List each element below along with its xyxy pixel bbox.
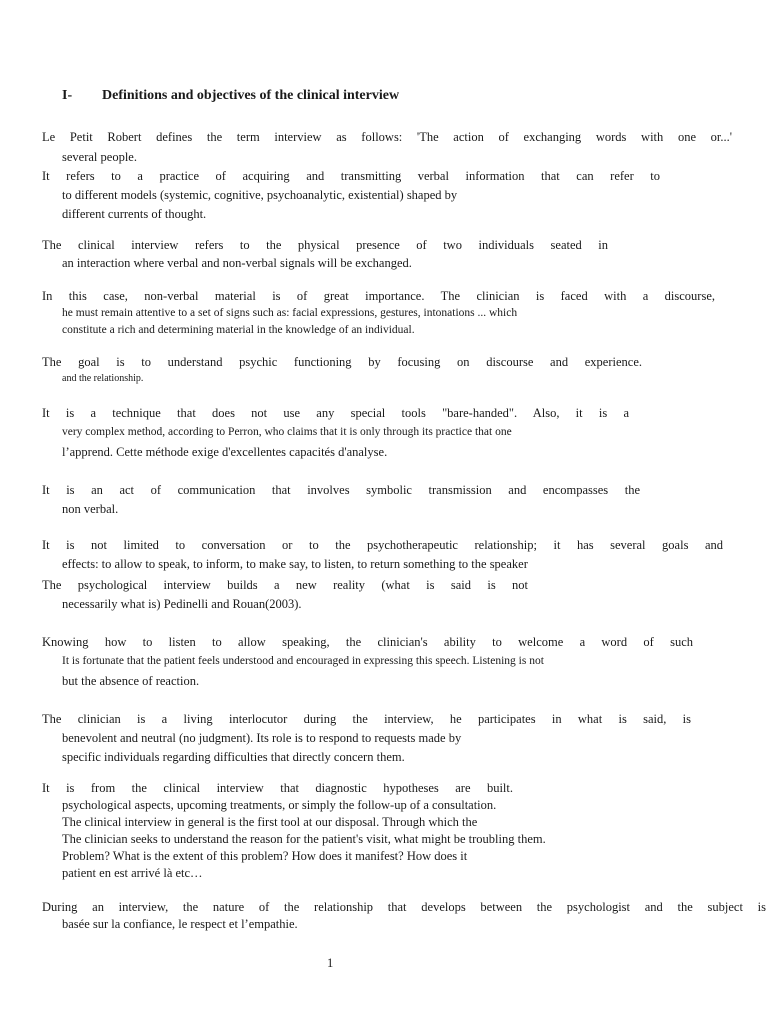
text-line: different currents of thought. — [62, 207, 207, 221]
text-line: but the absence of reaction. — [62, 674, 200, 688]
section-number: I- — [62, 88, 73, 103]
text-line: Problem? What is the extent of this problem? How does it manifest? How does it — [62, 849, 468, 863]
text-line: It is an act of communication that involves symbolic transmission and encompasses the — [42, 483, 640, 497]
text-line: and the relationship. — [62, 373, 144, 384]
text-line: several people. — [62, 150, 137, 164]
text-line: patient en est arrivé là etc… — [62, 866, 203, 880]
text-line: an interaction where verbal and non-verbal signals will be exchanged. — [62, 256, 412, 270]
section-title: Definitions and objectives of the clinical interview — [102, 88, 400, 103]
text-line: l’apprend. Cette méthode exige d'excellentes capacités d'analyse. — [62, 445, 388, 459]
text-line: It is a technique that does not use any special tools "bare-handed". Also, it is a — [42, 406, 629, 420]
text-line: non verbal. — [62, 502, 119, 516]
text-line: The goal is to understand psychic functioning by focusing on discourse and experience. — [42, 355, 642, 369]
text-line: The psychological interview builds a new reality (what is said is not — [42, 578, 528, 592]
text-line: The clinical interview refers to the physical presence of two individuals seated in — [42, 238, 608, 252]
text-line: effects: to allow to speak, to inform, to make say, to listen, to return something to the speaker — [62, 557, 528, 571]
text-line: Knowing how to listen to allow speaking, the clinician's ability to welcome a word of such — [42, 635, 693, 649]
text-line: It is not limited to conversation or to the psychotherapeutic relationship; it has several goals and — [42, 538, 723, 552]
text-line: constitute a rich and determining material in the knowledge of an individual. — [62, 324, 415, 336]
text-line: very complex method, according to Perron, who claims that it is only through its practice that one — [62, 426, 512, 438]
text-line: benevolent and neutral (no judgment). Its role is to respond to requests made by — [62, 731, 462, 745]
section-heading — [62, 88, 399, 104]
text-line: specific individuals regarding difficulties that directly concern them. — [62, 750, 405, 764]
text-line: to different models (systemic, cognitive, psychoanalytic, existential) shaped by — [62, 188, 458, 202]
text-line: psychological aspects, upcoming treatments, or simply the follow-up of a consultation. — [62, 798, 497, 812]
text-line: It refers to a practice of acquiring and transmitting verbal information that can refer to — [42, 169, 660, 183]
text-line: The clinician is a living interlocutor during the interview, he participates in what is said, is — [42, 712, 691, 726]
text-line: It is fortunate that the patient feels understood and encouraged in expressing this speech. Listening is not — [62, 655, 544, 667]
text-line: he must remain attentive to a set of signs such as: facial expressions, gestures, intonations ... which — [62, 307, 518, 319]
text-line: During an interview, the nature of the relationship that develops between the psychologist and the subject is — [42, 900, 766, 914]
text-line: In this case, non-verbal material is of great importance. The clinician is faced with a discourse, — [42, 289, 715, 303]
text-line: The clinical interview in general is the first tool at our disposal. Through which the — [62, 815, 478, 829]
text-line: Le Petit Robert defines the term interview as follows: 'The action of exchanging words with one or...' — [42, 130, 732, 144]
text-line: It is from the clinical interview that diagnostic hypotheses are built. — [42, 781, 513, 795]
text-line: The clinician seeks to understand the reason for the patient's visit, what might be troubling them. — [62, 832, 546, 846]
text-line: basée sur la confiance, le respect et l’empathie. — [62, 917, 298, 931]
text-line: necessarily what is) Pedinelli and Rouan(2003). — [62, 597, 302, 611]
page-number: 1 — [327, 956, 334, 970]
